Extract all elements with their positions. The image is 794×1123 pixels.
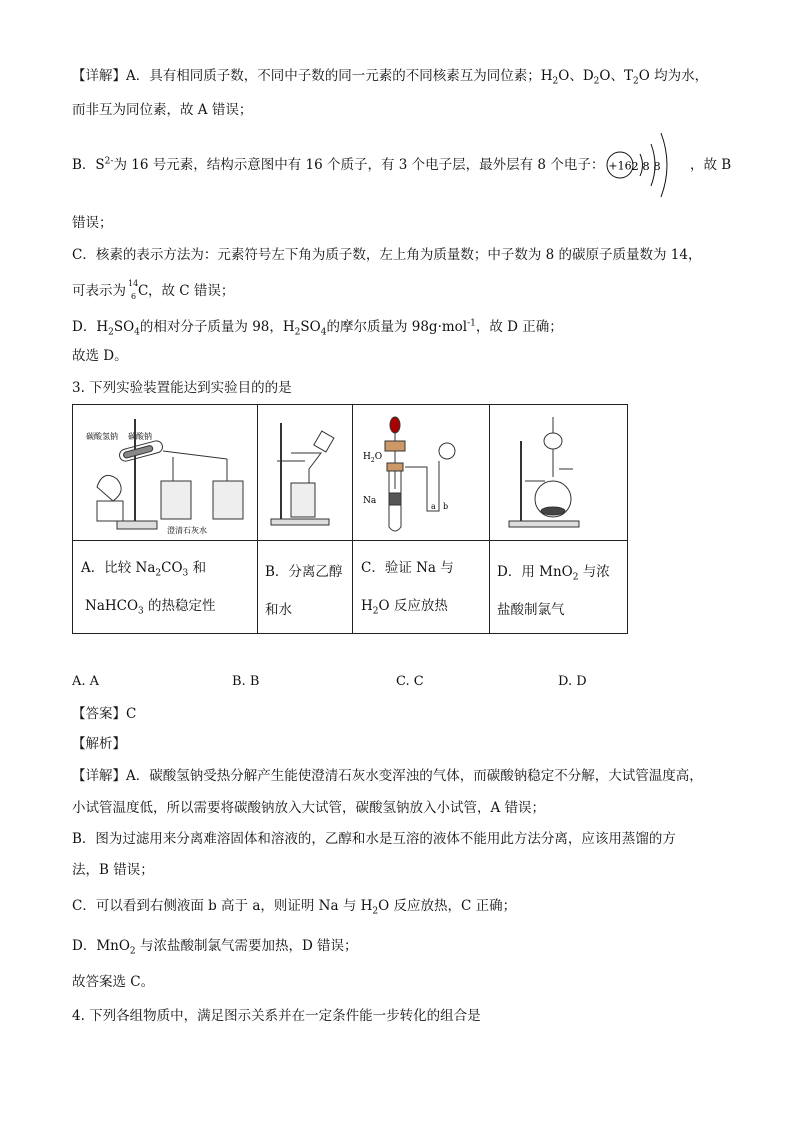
label-sodium: Na (363, 496, 377, 506)
label-limewater: 澄清石灰水 (167, 526, 207, 535)
conclusion-q2: 故选 D。 (72, 348, 128, 364)
detail-b-line1: B．图为过滤用来分离难溶固体和溶液的，乙醇和水是互溶的液体不能用此方法分离，应该用蒸馏的方 (72, 831, 676, 847)
explanation-a-line2: 而非互为同位素，故 A 错误； (72, 102, 253, 118)
explanation-b-line2: 错误； (72, 215, 113, 231)
detail-a-line2: 小试管温度低，所以需要将碳酸钠放入大试管，碳酸氢钠放入小试管，A 错误； (72, 800, 546, 816)
label-sodium-carbonate: 碳酸钠 (128, 432, 152, 441)
label-a: a (431, 502, 436, 511)
apparatus-table (72, 404, 628, 634)
sulfide-ion-structure-diagram (604, 126, 688, 206)
option-d: D. D (558, 674, 587, 689)
nuclide-notation: 14 6 C (128, 279, 149, 301)
question-4-stem: 4. 下列各组物质中，满足图示关系并在一定条件能一步转化的组合是 (72, 1008, 481, 1024)
label-b: b (443, 502, 449, 511)
option-c: C. C (396, 674, 424, 689)
explanation-a-line1: 【详解】A．具有相同质子数，不同中子数的同一元素的不同核素互为同位素；$H_2O$、$D_2O$、$T_2O$ 均为水， (72, 68, 709, 87)
answer: 【答案】C (72, 706, 137, 722)
explanation-c-line1: C．核素的表示方法为：元素符号左下角为质子数，左上角为质量数；中子数为 8 的碳原子质量数为 14， (72, 247, 702, 263)
shell-1-electrons: 2 (631, 159, 639, 173)
explanation-d: D．$H_2SO_4$的相对分子质量为 98，$H_2SO_4$的摩尔质量为 98g·mol$^{-1}$，故 D 正确； (72, 318, 563, 338)
explanation-b-line1: B．$S^{2-}$为 16 号元素，结构示意图中有 16 个质子，有 3 个电子层，最外层有 8 个电子： (72, 156, 605, 173)
figure-d-chlorine-generator-apparatus (495, 411, 625, 537)
caption-d: D．用 MnO$_2$ 与浓 盐酸制氯气 (497, 564, 610, 618)
figure-c-sodium-water-apparatus (357, 411, 487, 537)
figure-b-filtration-apparatus (263, 413, 349, 537)
shell-2-electrons: 8 (642, 159, 650, 173)
caption-a: A．比较 $Na_2CO_3$ 和 NaHCO$_3$ 的热稳定性 (81, 560, 216, 617)
nucleus-charge: +16 (608, 159, 632, 173)
detail-a-line1: 【详解】A．碳酸氢钠受热分解产生能使澄清石灰水变浑浊的气体，而碳酸钠稳定不分解，大试管温度高， (72, 768, 703, 784)
label-sodium-bicarbonate: 碳酸氢钠 (86, 432, 118, 441)
label-water: $H_2O$ (363, 452, 383, 464)
conclusion-q3: 故答案选 C。 (72, 974, 155, 990)
shell-3-electrons: 8 (653, 159, 661, 173)
caption-b: B．分离乙醇 和水 (265, 564, 343, 618)
figure-a-thermal-stability-apparatus (77, 409, 255, 537)
detail-d: D．MnO$_2$ 与浓盐酸制氯气需要加热，D 错误； (72, 938, 358, 957)
option-a: A. A (72, 674, 100, 689)
explanation-b-tail: ，故 B (690, 157, 732, 173)
detail-b-line2: 法，B 错误； (72, 862, 154, 878)
analysis-heading: 【解析】 (72, 736, 126, 752)
question-3-stem: 3. 下列实验装置能达到实验目的的是 (72, 380, 292, 396)
caption-c: C．验证 Na 与 $H_2O$ 反应放热 (361, 560, 454, 617)
explanation-c-line2: 可表示为 14 6 C ，故 C 错误； (72, 279, 235, 301)
option-b: B. B (232, 674, 260, 689)
detail-c: C．可以看到右侧液面 b 高于 a，则证明 Na 与 $H_2O$ 反应放热，C 正确； (72, 898, 517, 917)
